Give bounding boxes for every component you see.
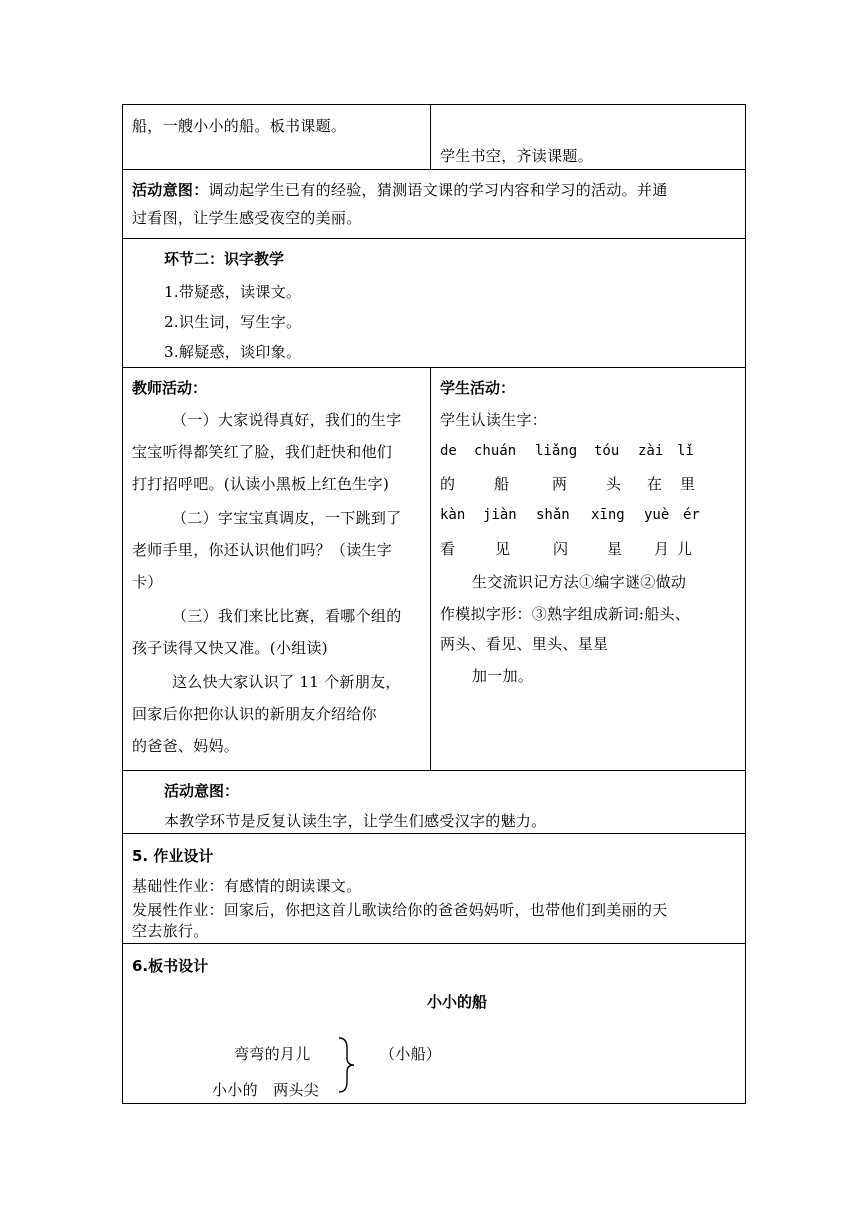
board-heading: 小小的船 (427, 993, 488, 1011)
teacher-line-10: 回家后你把你认识的新朋友介绍给你 (132, 705, 377, 723)
activity-intent-2-label: 活动意图： (164, 782, 240, 800)
homework-development-2: 空去旅行。 (132, 922, 209, 940)
activity-intent-1-line (132, 179, 668, 200)
teacher-line-11: 的爸爸、妈妈。 (132, 737, 240, 755)
lesson-table (122, 104, 746, 1104)
pinyin-jian: jiàn (483, 507, 517, 523)
student-line-2: 作模拟字形：③熟字组成新词:船头、 (440, 605, 691, 623)
char-li: 里 (680, 475, 696, 493)
section-two-item-2: 2.识生词，写生字。 (164, 313, 302, 331)
char-de: 的 (440, 475, 456, 493)
board-aside: （小船） (380, 1045, 442, 1063)
teacher-line-7: （三）我们来比比赛，看哪个组的 (172, 607, 402, 625)
teacher-line-6: 卡） (132, 573, 163, 591)
char-yue: 月 (654, 540, 670, 558)
teacher-line-1: （一）大家说得真好，我们的生字 (172, 411, 402, 429)
pinyin-shan: shǎn (536, 507, 570, 523)
teacher-line-8: 孩子读得又快又准。(小组读) (132, 639, 328, 657)
char-jian: 见 (495, 540, 511, 558)
char-tou: 头 (606, 475, 622, 493)
pinyin-yue: yuè (644, 507, 670, 523)
teacher-line-2: 宝宝听得都笑红了脸，我们赶快和他们 (132, 443, 393, 461)
activity-intent-1-text: 调动起学生已有的经验，猜测语文课的学习内容和学习的活动。并通 (208, 181, 668, 199)
student-line-4: 加一加。 (472, 667, 534, 685)
activity-intent-1-text-2: 过看图，让学生感受夜空的美丽。 (132, 209, 362, 227)
student-line-3: 两头、看见、里头、星星 (440, 635, 609, 653)
teacher-line-5: 老师手里，你还认识他们吗？（读生字 (132, 541, 393, 559)
teacher-line-4: （二）字宝宝真调皮，一下跳到了 (172, 509, 402, 527)
board-design-section (123, 943, 745, 1103)
activity-intent-1-label: 活动意图： (132, 181, 209, 199)
char-chuan: 船 (494, 475, 510, 493)
char-er: 儿 (677, 540, 693, 558)
curly-brace-icon (337, 1036, 357, 1094)
char-liang: 两 (552, 475, 568, 493)
section-two-item-1: 1.带疑惑，读课文。 (164, 283, 302, 301)
board-line-2: 小小的 两头尖 (212, 1081, 320, 1099)
pinyin-liang: liǎng (535, 443, 578, 459)
section-two (123, 238, 745, 367)
intro-teacher-cell (123, 105, 431, 169)
student-line-1: 生交流识记方法①编字谜②做动 (472, 573, 687, 591)
intro-teacher-text: 船，一艘小小的船。板书课题。 (132, 117, 347, 135)
intro-student-text: 学生书空，齐读课题。 (440, 147, 594, 165)
homework-title: 5. 作业设计 (132, 847, 214, 865)
student-activity-cell (431, 368, 745, 770)
teacher-activity-header: 教师活动： (132, 379, 208, 397)
activity-intent-1 (123, 169, 745, 238)
char-zai: 在 (647, 475, 663, 493)
activity-intent-2-text: 本教学环节是反复认读生字，让学生们感受汉字的魅力。 (164, 812, 547, 830)
teacher-line-3: 打打招呼吧。(认读小黑板上红色生字) (132, 475, 390, 493)
pinyin-chuan: chuán (474, 443, 517, 459)
char-kan: 看 (440, 540, 456, 558)
pinyin-xing: xīng (591, 507, 625, 523)
board-line-1: 弯弯的月儿 (234, 1045, 311, 1063)
section-two-title: 环节二：识字教学 (164, 250, 285, 268)
student-activity-header: 学生活动： (440, 379, 516, 397)
student-intro: 学生认读生字： (440, 411, 548, 429)
homework-development: 发展性作业：回家后，你把这首儿歌读给你的爸爸妈妈听，也带他们到美丽的天 (132, 901, 668, 919)
pinyin-er: ér (683, 507, 700, 523)
pinyin-tou: tóu (594, 443, 620, 459)
activity-intent-2 (123, 770, 745, 833)
char-shan: 闪 (553, 540, 569, 558)
intro-student-cell (431, 105, 745, 169)
homework-section (123, 833, 745, 943)
intro-row (123, 105, 745, 169)
pinyin-li: lǐ (677, 443, 694, 459)
pinyin-zai: zài (638, 443, 664, 459)
pinyin-kan: kàn (440, 507, 466, 523)
homework-basic: 基础性作业：有感情的朗读课文。 (132, 877, 362, 895)
teacher-activity-cell (123, 368, 431, 770)
teacher-line-9: 这么快大家认识了 11 个新朋友， (172, 673, 401, 691)
section-two-item-3: 3.解疑惑，谈印象。 (164, 343, 302, 361)
pinyin-de: de (440, 443, 457, 459)
char-xing: 星 (607, 540, 623, 558)
board-design-title: 6.板书设计 (132, 957, 209, 975)
activities-row (123, 367, 745, 770)
